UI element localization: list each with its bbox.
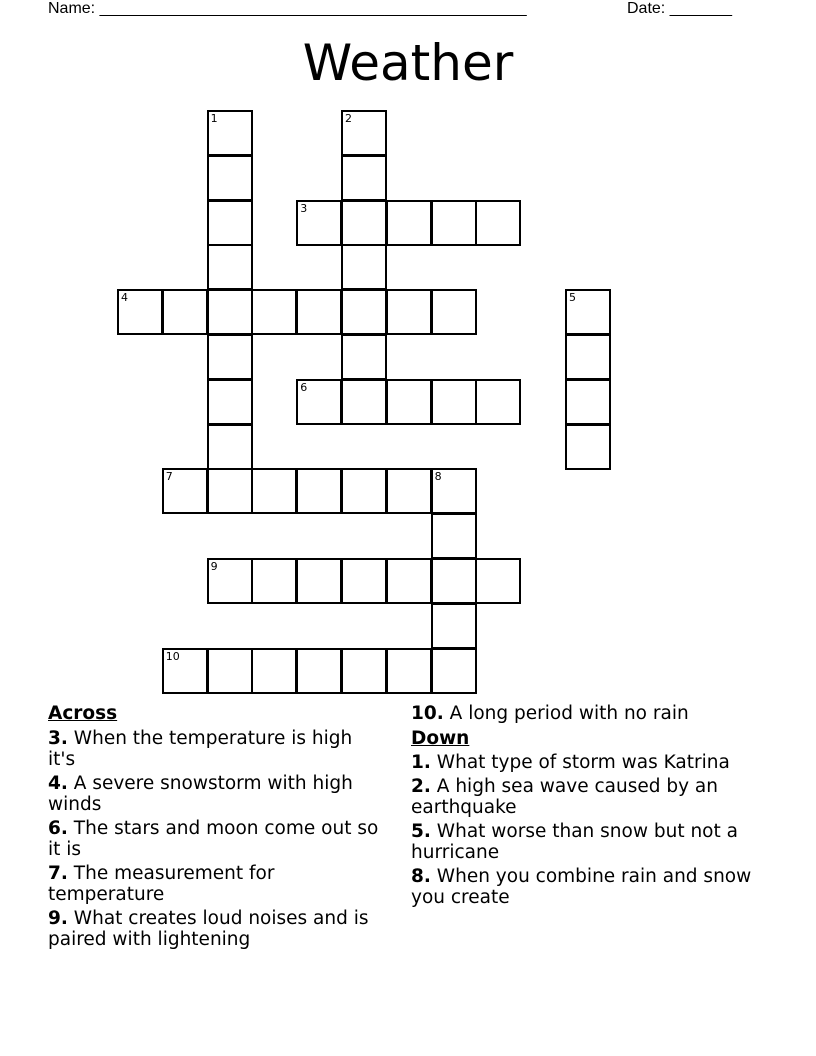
clue-number: 8. xyxy=(411,865,431,887)
clue-text: A long period with no rain xyxy=(449,703,689,724)
grid-cell[interactable] xyxy=(386,289,432,335)
grid-cell[interactable] xyxy=(431,379,477,425)
across-heading: Across xyxy=(48,703,118,724)
grid-cell[interactable] xyxy=(162,289,208,335)
grid-cell[interactable] xyxy=(431,513,477,559)
grid-cell[interactable] xyxy=(341,155,387,201)
clue-text: When you combine rain and snow you create xyxy=(411,865,752,908)
cell-number: 9 xyxy=(210,560,218,573)
grid-cell[interactable] xyxy=(162,468,208,514)
grid-cell[interactable] xyxy=(565,424,611,470)
cell-number: 2 xyxy=(345,112,352,125)
grid-cell[interactable] xyxy=(207,379,253,425)
clue-text: What type of storm was Katrina xyxy=(436,752,730,773)
across-clue xyxy=(48,818,383,861)
clue-number: 10. xyxy=(411,703,444,724)
date-field[interactable]: Date: _______ xyxy=(627,0,732,17)
grid-cell[interactable] xyxy=(251,468,297,514)
grid-cell[interactable] xyxy=(117,289,163,335)
name-field[interactable]: Name: ________________________________________________ xyxy=(48,0,527,17)
grid-cell[interactable] xyxy=(207,110,253,156)
grid-cell[interactable] xyxy=(386,468,432,514)
cell-number: 1 xyxy=(210,112,218,125)
grid-cell[interactable] xyxy=(386,558,432,604)
cell-number: 6 xyxy=(300,380,308,394)
grid-cell[interactable] xyxy=(207,558,253,604)
grid-cell[interactable] xyxy=(207,244,253,290)
grid-cell[interactable] xyxy=(207,424,253,470)
grid-cell[interactable] xyxy=(475,200,521,246)
clue-number: 7. xyxy=(48,862,68,884)
down-clue xyxy=(411,752,756,774)
clue-number: 6. xyxy=(48,817,68,839)
clue-number: 9. xyxy=(48,907,68,929)
grid-cell[interactable] xyxy=(251,648,297,694)
grid-cell[interactable] xyxy=(565,334,611,380)
cell-number: 4 xyxy=(121,291,128,305)
grid-cell[interactable] xyxy=(207,468,253,514)
cell-number: 5 xyxy=(569,291,576,305)
cell-number: 8 xyxy=(434,470,442,484)
clue-text: The measurement for temperature xyxy=(48,862,275,905)
clue-number: 2. xyxy=(411,775,431,797)
across-clue xyxy=(48,908,383,951)
grid-cell[interactable] xyxy=(431,603,477,649)
across-clue xyxy=(411,703,756,725)
grid-cell[interactable] xyxy=(207,200,253,246)
grid-cell[interactable] xyxy=(386,379,432,425)
grid-cell[interactable] xyxy=(475,379,521,425)
grid-cell[interactable] xyxy=(341,200,387,246)
grid-cell[interactable] xyxy=(296,289,342,335)
clue-text: What worse than snow but not a hurricane xyxy=(411,820,738,863)
grid-cell[interactable] xyxy=(431,468,477,514)
grid-cell[interactable] xyxy=(565,379,611,425)
clue-text: When the temperature is high it's xyxy=(48,727,353,770)
clue-number: 4. xyxy=(48,772,68,794)
grid-cell[interactable] xyxy=(341,379,387,425)
clues-left-column xyxy=(48,700,383,953)
down-clue xyxy=(411,821,756,864)
grid-cell[interactable] xyxy=(341,468,387,514)
grid-cell[interactable] xyxy=(251,558,297,604)
grid-cell[interactable] xyxy=(296,648,342,694)
grid-cell[interactable] xyxy=(207,289,253,335)
grid-cell[interactable] xyxy=(251,289,297,335)
grid-cell[interactable] xyxy=(341,289,387,335)
grid-cell[interactable] xyxy=(431,289,477,335)
down-clue xyxy=(411,776,756,819)
clues-right-column xyxy=(411,700,756,911)
grid-cell[interactable] xyxy=(565,289,611,335)
grid-cell[interactable] xyxy=(431,558,477,604)
page-title: Weather xyxy=(302,34,514,92)
clue-number: 1. xyxy=(411,752,431,773)
clue-text: A high sea wave caused by an earthquake xyxy=(411,775,718,818)
grid-cell[interactable] xyxy=(296,558,342,604)
grid-cell[interactable] xyxy=(341,110,387,156)
clue-text: A severe snowstorm with high winds xyxy=(48,772,353,815)
grid-cell[interactable] xyxy=(431,200,477,246)
across-clue xyxy=(48,728,383,771)
grid-cell[interactable] xyxy=(207,334,253,380)
grid-cell[interactable] xyxy=(341,648,387,694)
grid-cell[interactable] xyxy=(386,200,432,246)
grid-cell[interactable] xyxy=(341,334,387,380)
grid-cell[interactable] xyxy=(341,558,387,604)
grid-cell[interactable] xyxy=(341,244,387,290)
grid-cell[interactable] xyxy=(475,558,521,604)
grid-cell[interactable] xyxy=(162,648,208,694)
across-clue xyxy=(48,863,383,906)
clue-number: 5. xyxy=(411,820,431,842)
grid-cell[interactable] xyxy=(207,648,253,694)
clue-number: 3. xyxy=(48,727,68,749)
clue-text: The stars and moon come out so it is xyxy=(48,817,379,860)
down-clue xyxy=(411,866,756,909)
grid-cell[interactable] xyxy=(431,648,477,694)
cell-number: 10 xyxy=(165,649,180,663)
grid-cell[interactable] xyxy=(296,379,342,425)
grid-cell[interactable] xyxy=(296,200,342,246)
across-clue xyxy=(48,773,383,816)
clue-text: What creates loud noises and is paired with lightening xyxy=(48,907,369,950)
down-heading: Down xyxy=(411,727,470,749)
cell-number: 7 xyxy=(165,470,173,484)
grid-cell[interactable] xyxy=(386,648,432,694)
grid-cell[interactable] xyxy=(296,468,342,514)
grid-cell[interactable] xyxy=(207,155,253,201)
cell-number: 3 xyxy=(300,201,308,215)
